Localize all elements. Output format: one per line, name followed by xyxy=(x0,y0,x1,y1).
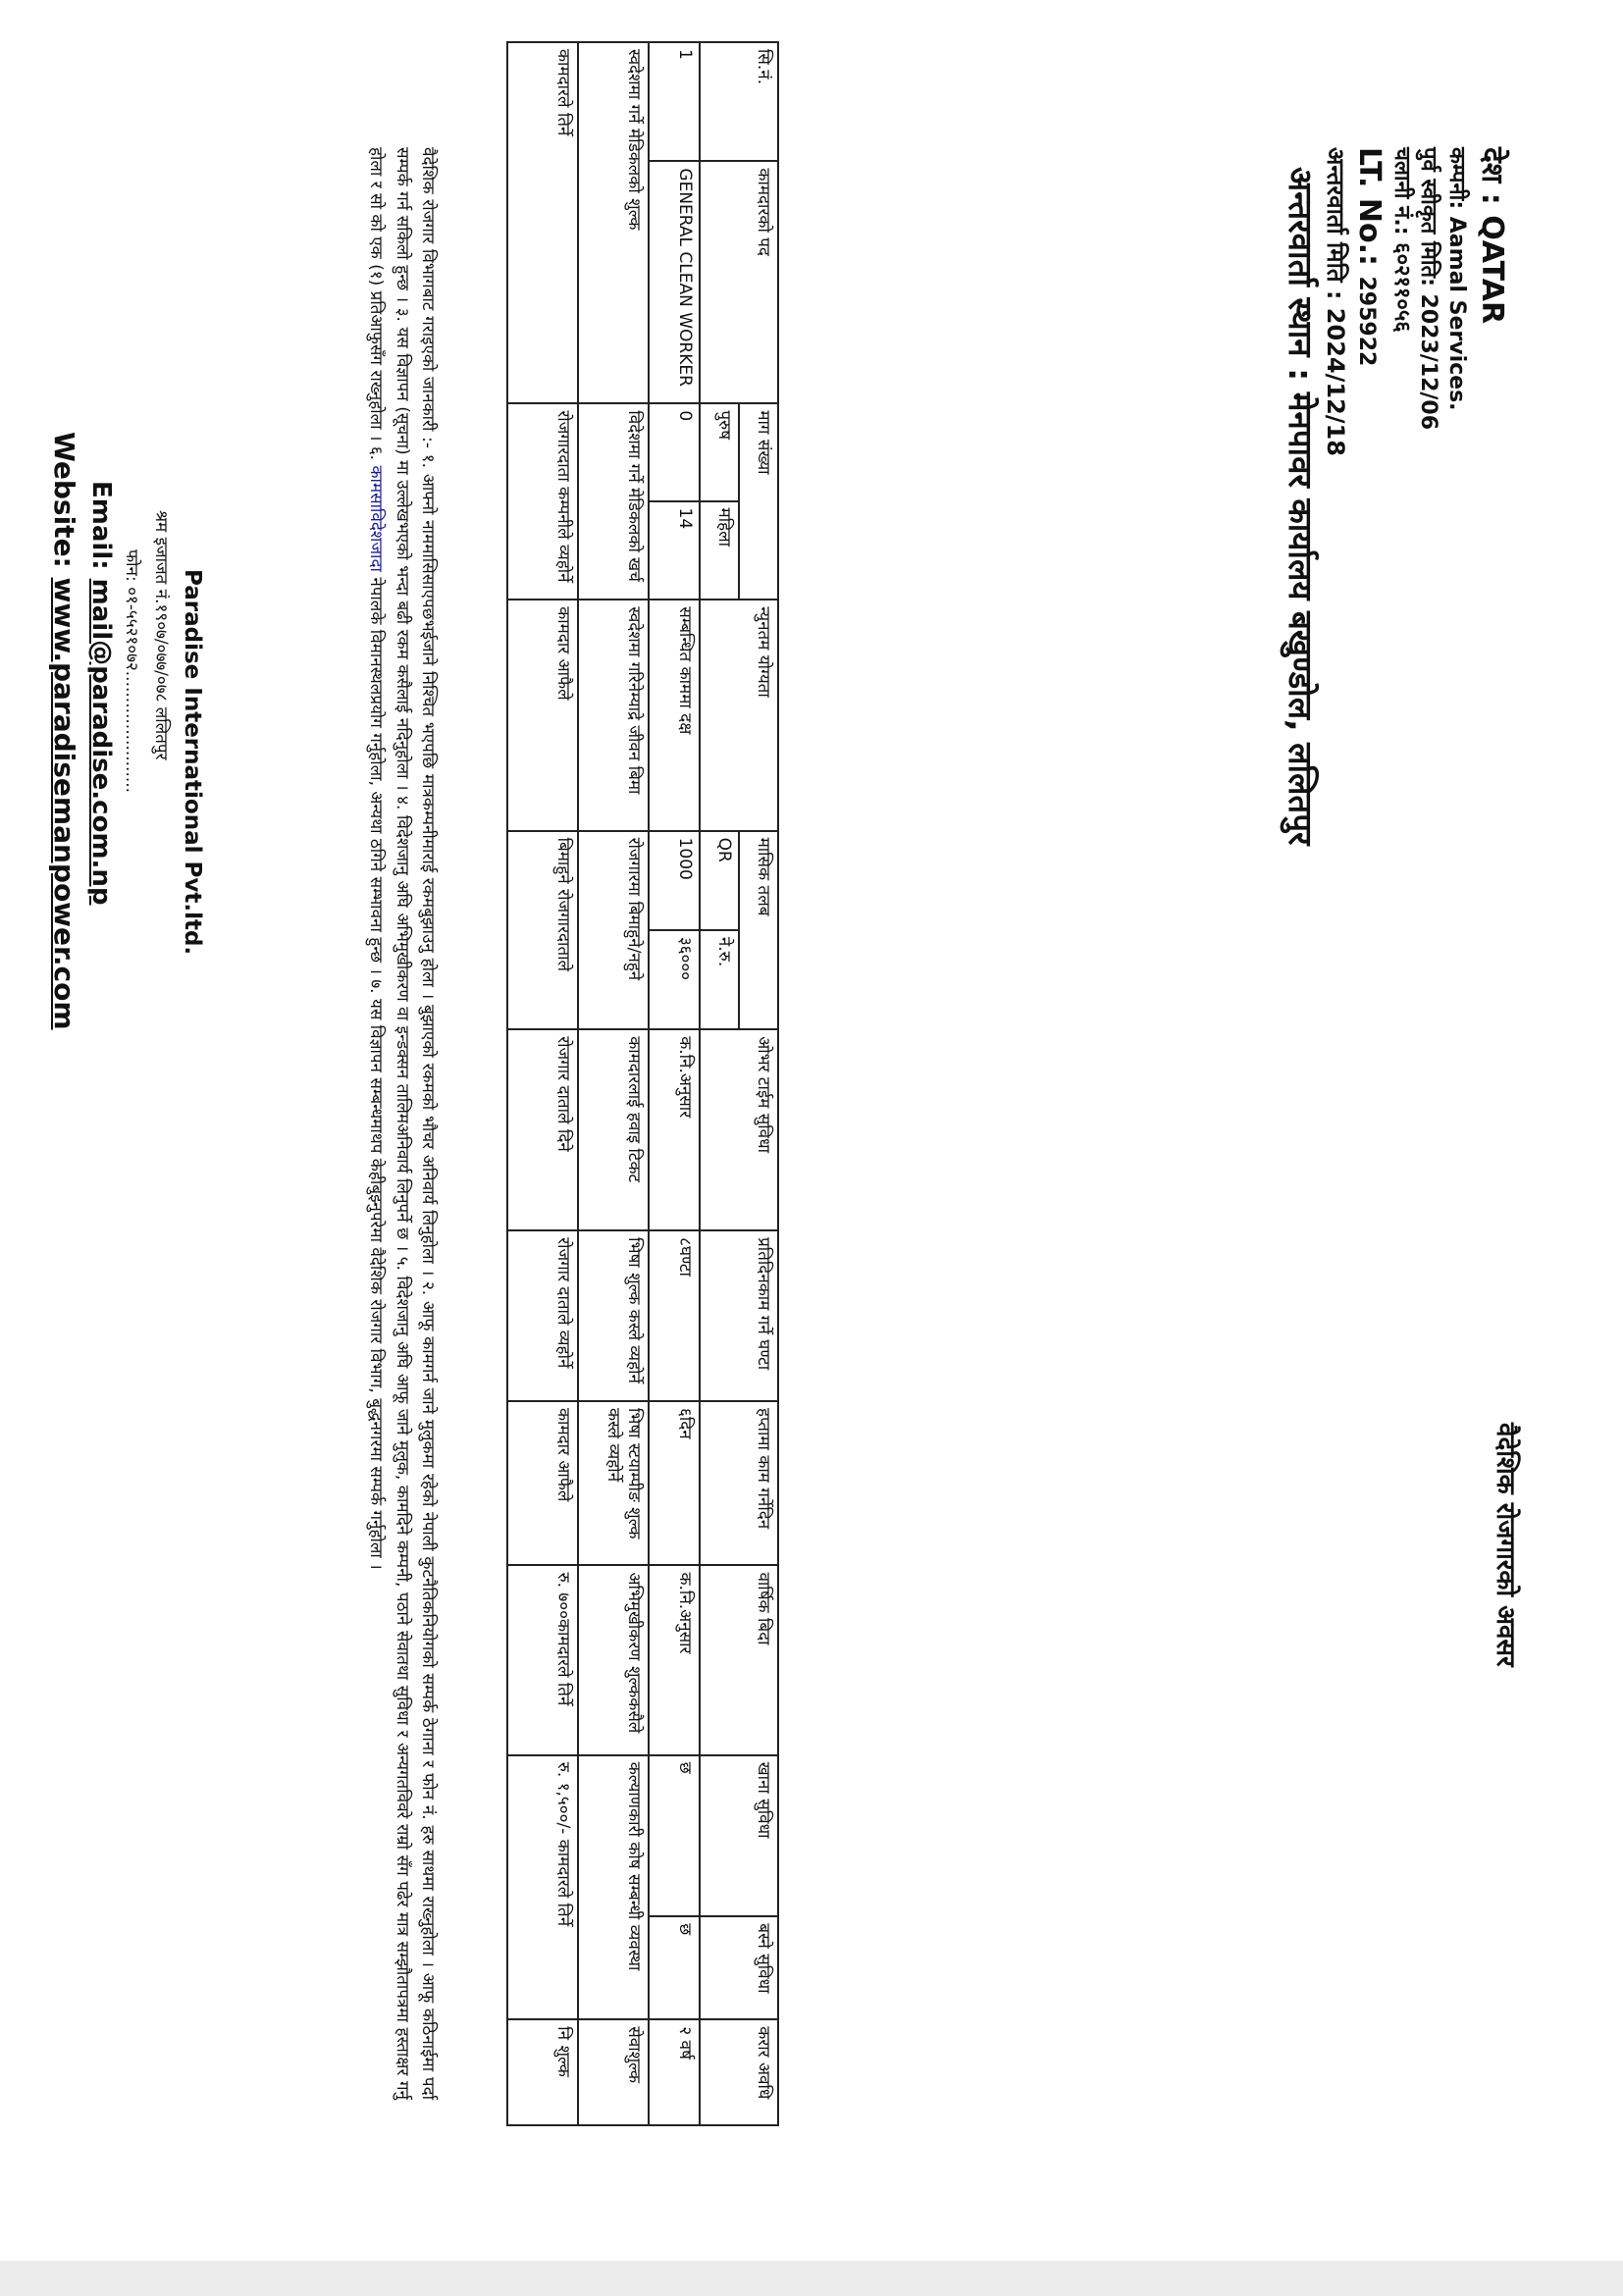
header-cell: ओभर टाईम सुविधा xyxy=(700,1029,778,1230)
table-cell: २ वर्ष xyxy=(649,2019,700,2125)
table-cell: कामदारले तिर्ने xyxy=(507,42,578,403)
header-cell: हप्तामा काम गर्नेदिन xyxy=(700,1401,778,1565)
approval-date-line: पुर्व स्वीकृत मिति: 2023/12/06 xyxy=(1416,147,1440,431)
notice-highlight: कामसाविदेशजादा xyxy=(366,465,387,572)
table-cell: 1000 xyxy=(649,831,700,930)
license-number: श्रम इजाजत नं.१९०७/०७७/०७८ ललितपुर xyxy=(151,510,171,760)
lt-number-line xyxy=(1351,147,1388,366)
table-cell: कल्याणकारी कोष सम्बन्धी व्यवस्था xyxy=(578,1755,649,2020)
table-cell: छ xyxy=(649,1755,700,1917)
country-line: देश : QATAR xyxy=(1475,147,1509,325)
table-cell: कामदार आफैले xyxy=(507,1401,578,1565)
table-row xyxy=(578,42,649,2125)
header-cell: QR xyxy=(700,831,739,930)
table-cell: विदेशमा गर्ने मेडिकलको खर्च xyxy=(578,403,649,600)
table-cell: रोजगार दाताले दिने xyxy=(507,1029,578,1230)
header-cell: महिला xyxy=(700,501,739,600)
table-cell: ८घण्टा xyxy=(649,1230,700,1401)
table-cell: भिषा शुल्क कस्ले व्यहोर्ने xyxy=(578,1230,649,1401)
notice-text-1: वैदेशिक रोजगार विभागबाट गराइएको जानकारी :- १. आफ्नो नाममासिसाएपछभईजाने निश्चित भएपछि मात्रकम्पनीमाराई रकमबुझाउनु होला । बुझाएको रकमको भौचर अनिवार्य लिनुहोला । २. आफू कामगर्न जाने मुलुकमा रहेको नेपाली कुटनैतिकनियोगको सम्पर्क ठेगाना र फोन नं. हरु साथमा राख्नुहोला । आफू कठिनाईमा पर्दा सम्पर्क गर्न सकिलो हुन्छ । ३. यस विज्ञापन (सूचना) मा उल्लेखभएको भन्दा बढी रकम कसैलाई नदिनुहोला । ४. विदेशजानु अघि अभिमुखीकरण वा इन्डक्सन तालिमअनिवार्य लिनुपर्ने छ । ५. विदेशजानु अघि आफू जाने मुलुक, कामदिने कम्पनी, पठाने सेवातथा सुविधा र अन्यगतविवरे राम्रो सँग पढेर मात्र सम्झौतापत्रमा हस्ताक्षर गर्नु होला र सो को एक (१) प्रतिआफुसँग राख्नुहोला । ६. xyxy=(366,147,438,2100)
agency-name: Paradise International Pvt.ltd. xyxy=(180,569,205,956)
lt-number-label: LT. No.: xyxy=(1352,147,1387,267)
company-line: कम्पनी: Aamal Services. xyxy=(1444,147,1469,411)
notice-text-2: नेपालके विमानस्थलप्रयोग गर्नुहोला, अन्यथा ठगिने सम्भावना हुन्छ । ७. यस विज्ञापन सम्बन्धमाथप केहीबुझ्नुपरेमा वैदेशिक रोजगार विभाग, बुद्धनगरमा सम्पर्क गर्नुहोला । xyxy=(366,577,387,1570)
table-cell: नि शुल्क xyxy=(507,2019,578,2125)
header-cell: वार्षिक बिदा xyxy=(700,1565,778,1754)
table-cell: स्वदेशमा गर्ने मेडिकलको शुल्क xyxy=(578,42,649,403)
table-cell: ६दिन xyxy=(649,1401,700,1565)
requirements-table xyxy=(506,41,779,2126)
chalani-line: चलानी नं.: ६०२११०५६ xyxy=(1389,147,1414,333)
document-title: वैदेशिक रोजगारको अवसर xyxy=(1491,1423,1520,1667)
header-cell: ने.रु. xyxy=(700,930,739,1029)
lt-number-value: 295922 xyxy=(1354,276,1379,367)
table-cell: भिषा स्टयाम्पीङ शुल्क कस्ले व्यहोर्ने xyxy=(578,1401,649,1565)
table-cell: रु. १,५००/- कामदारले तिर्ने xyxy=(507,1755,578,2020)
header-cell: मासिक तलब xyxy=(739,831,778,1030)
interview-date-line: अन्तरवार्ता मिति : 2024/12/18 xyxy=(1322,147,1349,456)
table-cell: ३६००० xyxy=(649,930,700,1029)
website-line xyxy=(48,432,80,1030)
table-row xyxy=(649,42,700,2125)
table-cell: छ xyxy=(649,1916,700,2019)
header-cell: कामदारको पद xyxy=(700,161,778,403)
header-cell: पुरुष xyxy=(700,403,739,500)
header-cell: प्रतिदिनकाम गर्ने घण्टा xyxy=(700,1230,778,1401)
table-row xyxy=(507,42,578,2125)
email-line xyxy=(86,481,116,906)
table-cell: रोजगार दाताले व्यहोर्ने xyxy=(507,1230,578,1401)
email-link[interactable]: mail@paradise.com.np xyxy=(86,578,116,906)
table-cell: कामदार आफैले xyxy=(507,600,578,830)
header-cell: माग संख्या xyxy=(739,403,778,600)
table-cell: क.नि.अनुसार xyxy=(649,1565,700,1754)
table-cell: बिमाहुने रोजगारदाताले xyxy=(507,831,578,1030)
scan-edge-shadow xyxy=(0,2261,1623,2296)
header-cell: करार अवधि xyxy=(700,2019,778,2125)
interview-place-line: अन्तरवार्ता स्थान : मेनपावर कार्यालय बखुण्डोल, ललितपुर xyxy=(1282,167,1320,846)
table-cell: 1 xyxy=(649,42,700,161)
table-cell: कामदारलाई हवाइ टिकट xyxy=(578,1029,649,1230)
table-cell: रोजगारमा बिमाहुने/नहुने xyxy=(578,831,649,1030)
table-cell: रु. ७००कामदारले तिर्ने xyxy=(507,1565,578,1754)
website-label: Website: xyxy=(48,432,80,578)
table-header-row xyxy=(739,42,778,2125)
table-cell: सेवाशुल्क xyxy=(578,2019,649,2125)
table-cell: 0 xyxy=(649,403,700,500)
phone-number: फोन: ०१-५५२१०७२....................... xyxy=(122,549,141,794)
department-notice xyxy=(363,147,441,2100)
email-label: Email: xyxy=(86,481,116,579)
table-cell: क.नि.अनुसार xyxy=(649,1029,700,1230)
table-cell: 14 xyxy=(649,501,700,600)
table-cell: रोजगारदाता कम्पनीले व्यहोर्ने xyxy=(507,403,578,600)
header-cell: खाना सुविधा xyxy=(700,1755,778,1917)
table-cell: सम्बन्धित काममा दक्ष xyxy=(649,600,700,830)
header-cell: सि.नं. xyxy=(700,42,778,161)
table-cell: स्वदेशमा गरिनेम्याद्रे जीवन बिमा xyxy=(578,600,649,830)
website-link[interactable]: www.paradisemanpower.com xyxy=(48,577,80,1030)
table-cell: अभिमुखीकरण शुल्ककसैले xyxy=(578,1565,649,1754)
table-cell: GENERAL CLEAN WORKER xyxy=(649,161,700,403)
header-cell: न्युनतम योग्यता xyxy=(700,600,778,830)
header-cell: बस्ने सुविधा xyxy=(700,1916,778,2019)
